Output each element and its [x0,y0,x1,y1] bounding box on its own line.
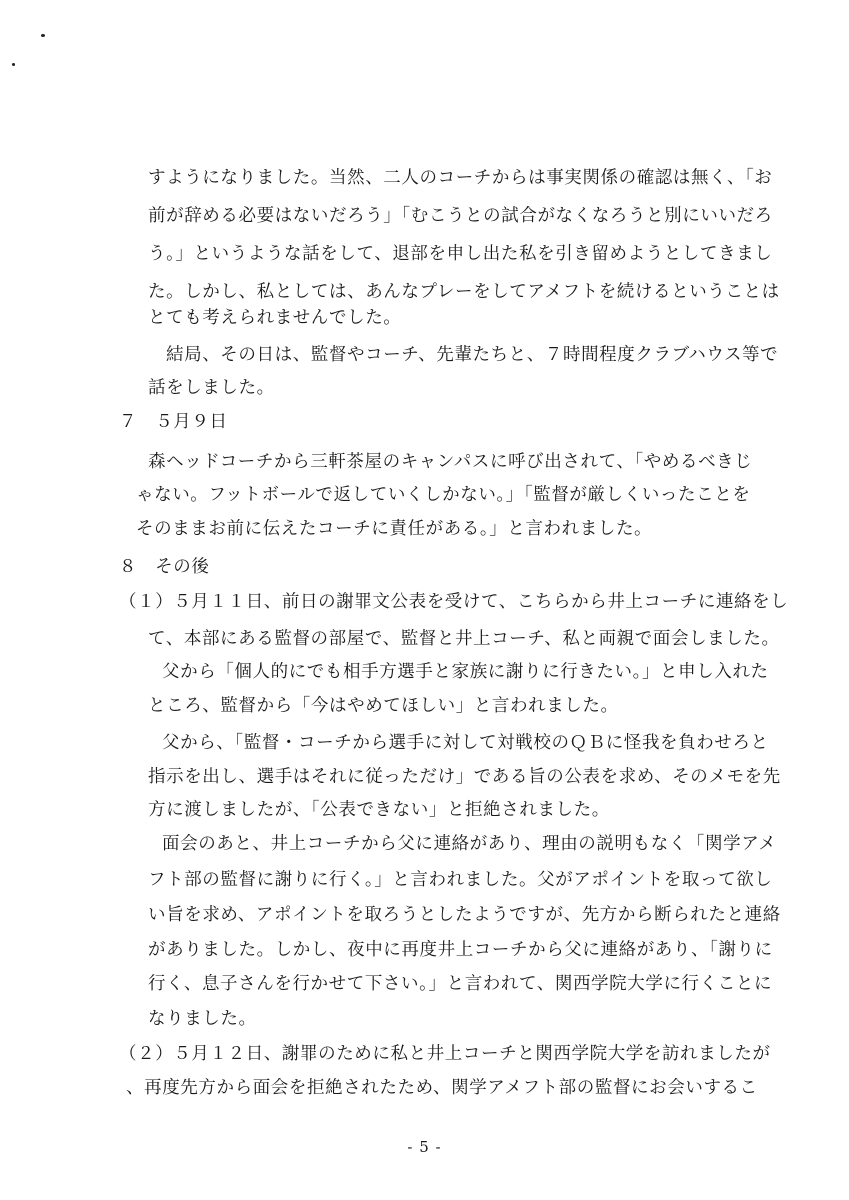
text-line: 父から「個人的にでも相手方選手と家族に謝りに行きたい。」と申し入れた [162,662,769,682]
page-number: - 5 - [407,1138,442,1156]
section-heading: ７ ５月９日 [119,412,228,432]
text-line: 結局、その日は、監督やコーチ、先輩たちと、７時間程度クラブハウス等で [166,345,779,365]
scan-speck [41,34,45,37]
text-line: そのままお前に伝えたコーチに責任がある。」と言われました。 [136,519,653,539]
text-line: ゃない。フットボールで返していくしかない。」「監督が厳しくいったことを [136,485,751,505]
text-line: （１）５月１１日、前日の謝罪文公表を受けて、こちらから井上コーチに連絡をし [119,592,789,612]
text-line: とても考えられませんでした。 [148,308,402,328]
text-line: 行く、息子さんを行かせて下さい。」と言われて、関西学院大学に行くことに [148,974,773,994]
text-line: 方に渡しましたが、「公表できない」と拒絶されました。 [148,800,610,820]
text-line: 前が辞める必要はないだろう」「むこうとの試合がなくなろうと別にいいだろ [148,206,773,226]
text-line: 森ヘッドコーチから三軒茶屋のキャンパスに呼び出されて、「やめるべきじ [148,452,753,472]
text-line: 父から、「監督・コーチから選手に対して対戦校のＱＢに怪我を負わせろと [162,733,769,753]
text-line: フト部の監督に謝りに行く。」と言われました。父がアポイントを取って欲し [148,870,773,890]
text-line: た。しかし、私としては、あんなプレーをしてアメフトを続けるということは [148,282,780,302]
text-line: 、再度先方から面会を拒絶されたため、関学アメフト部の監督にお会いするこ [126,1078,758,1098]
text-line: すようになりました。当然、二人のコーチからは事実関係の確認は無く、「お [148,168,773,188]
section-heading: ８ その後 [119,557,210,577]
text-line: 話をしました。 [148,378,275,398]
text-line: 指示を出し、選手はそれに従っただけ」である旨の公表を求め、そのメモを先 [148,767,781,787]
text-line: なりました。 [148,1009,257,1029]
text-line: ところ、監督から「今はやめてほしい」と言われました。 [148,696,619,716]
text-line: う。」というような話をして、退部を申し出た私を引き留めようとしてきまし [148,244,773,264]
scan-speck [12,63,15,66]
text-line: て、本部にある監督の部屋で、監督と井上コーチ、私と両親で面会しました。 [148,629,780,649]
text-line: がありました。しかし、夜中に再度井上コーチから父に連絡があり、「謝りに [148,940,773,960]
text-line: （２）５月１２日、謝罪のために私と井上コーチと関西学院大学を訪れましたが [119,1044,771,1064]
text-line: い旨を求め、アポイントを取ろうとしたようですが、先方から断られたと連絡 [148,905,781,925]
text-line: 面会のあと、井上コーチから父に連絡があり、理由の説明もなく「関学アメ [162,834,777,854]
